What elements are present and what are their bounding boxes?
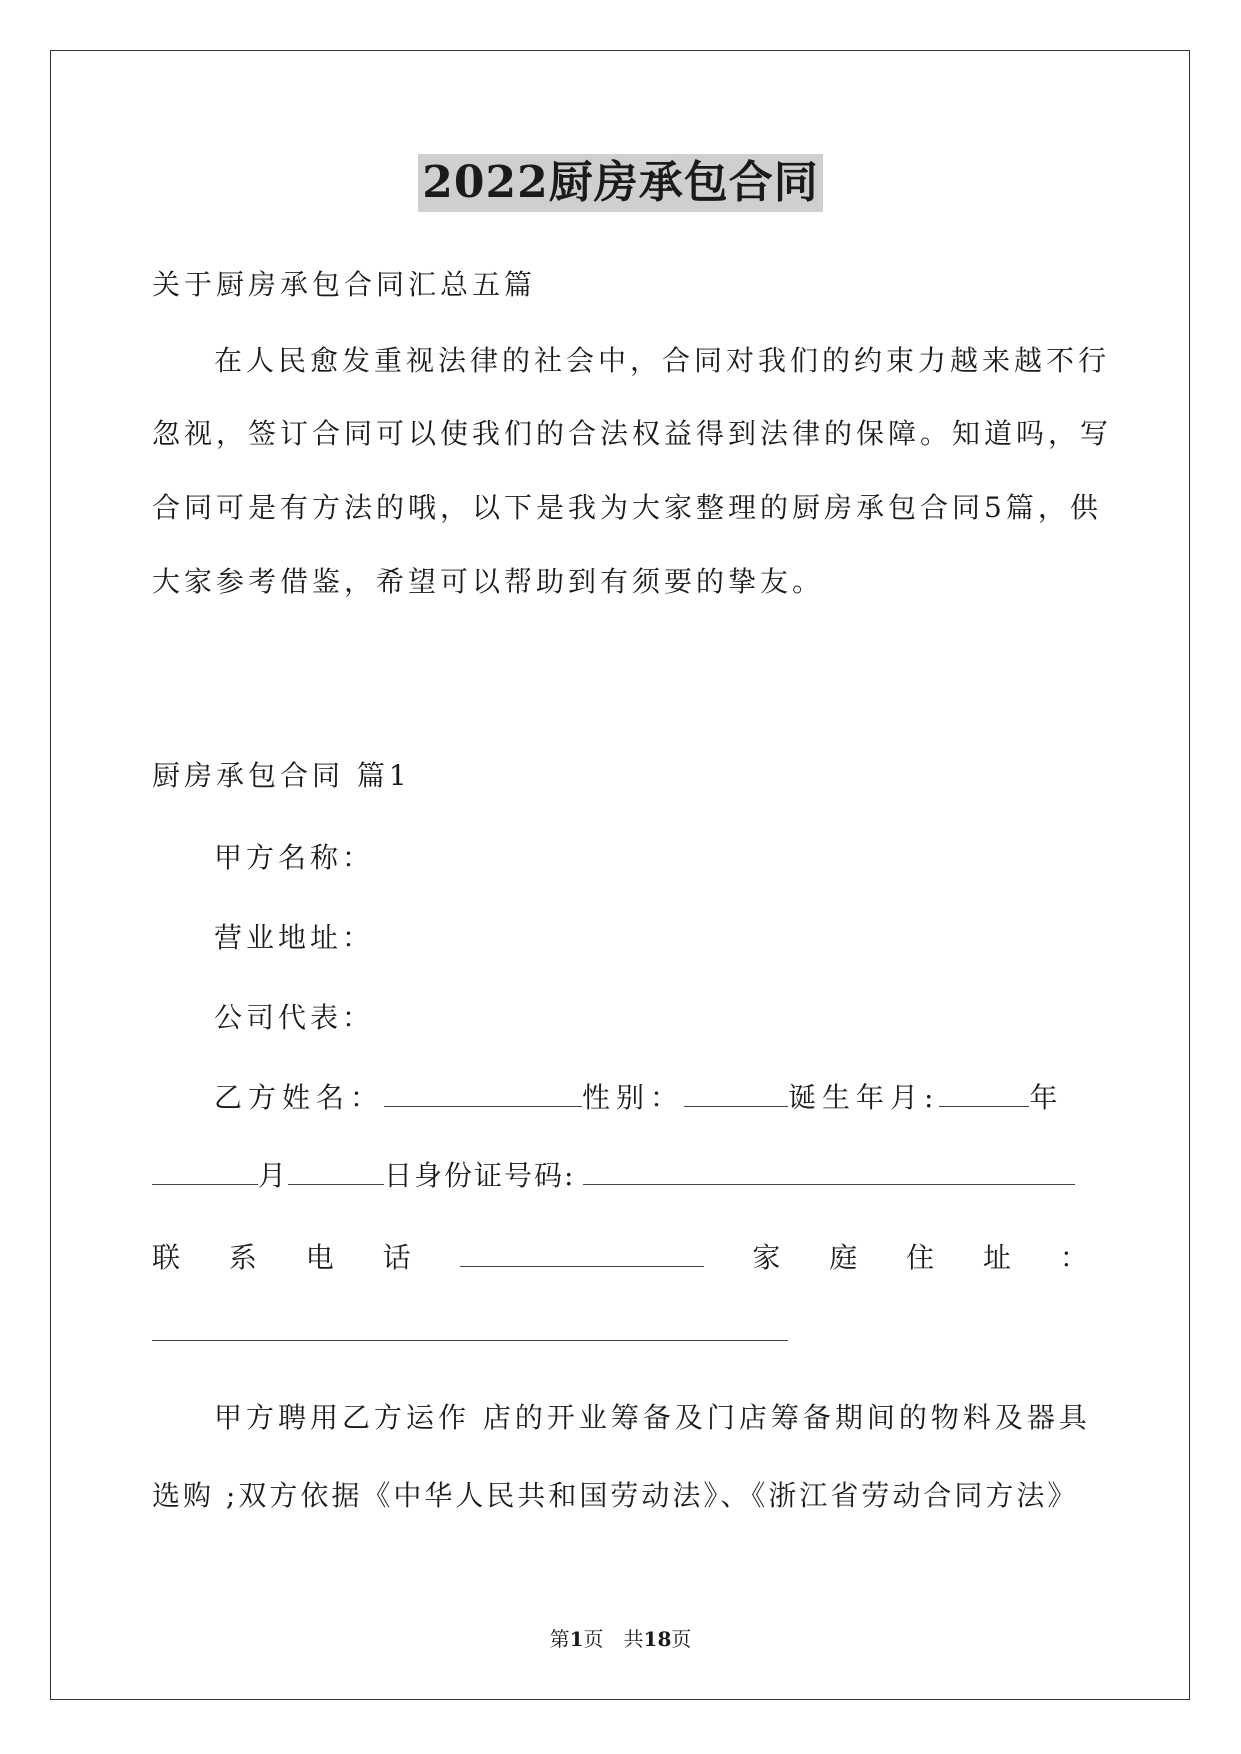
intro-line-4: 大家参考借鉴，希望可以帮助到有须要的挚友。 [152,565,825,598]
party-b-month-label: 月 [258,1159,289,1192]
footer-page-number: 1 [569,1627,584,1651]
home-char-2: 庭 [829,1241,858,1274]
document-subtitle: 关于厨房承包合同汇总五篇 [152,268,537,301]
footer-total-unit: 页 [671,1627,692,1651]
phone-char-4: 话 [382,1241,411,1274]
party-b-birth-label: 诞生年月: [788,1081,940,1114]
party-b-birth-day-blank[interactable] [288,1158,384,1185]
party-b-name-blank[interactable] [384,1080,582,1107]
party-b-year-label: 年 [1029,1081,1064,1114]
home-char-4: 址 [982,1241,1011,1274]
party-b-row-3 [152,1238,1088,1278]
intro-line-1: 在人民愈发重视法律的社会中，合同对我们的约束力越来越不行 [214,344,1111,377]
intro-line-3: 合同可是有方法的哦，以下是我为大家整理的厨房承包合同5篇，供 [152,491,1102,524]
home-char-3: 住 [906,1241,935,1274]
phone-char-2: 系 [228,1241,257,1274]
party-b-gender-label: 性别： [582,1081,685,1114]
party-b-name-label: 乙方姓名： [214,1081,385,1114]
intro-line-2: 忽视，签订合同可以使我们的合法权益得到法律的保障。知道吗，写 [152,417,1113,450]
page-footer [0,1626,1241,1652]
section-heading: 厨房承包合同 篇1 [152,759,411,792]
phone-char-3: 电 [305,1241,334,1274]
party-b-address-blank[interactable] [152,1314,788,1341]
party-b-id-blank[interactable] [583,1158,1075,1185]
party-b-day-id-label: 日身份证号码: [384,1159,576,1192]
phone-char-1: 联 [152,1241,181,1274]
party-b-phone-blank[interactable] [460,1240,704,1267]
party-a-name-label: 甲方名称： [214,841,375,874]
party-b-birth-month-blank[interactable] [152,1158,258,1185]
body-line-2: 选购 ;双方依据《中华人民共和国劳动法》、《浙江省劳动合同方法》 [152,1479,1079,1512]
party-b-row-4 [152,1312,788,1352]
footer-prefix: 第 [549,1627,570,1651]
party-a-address-label: 营业地址： [214,921,375,954]
party-b-row-2 [152,1156,1075,1196]
document-title: 2022厨房承包合同 [418,154,822,212]
home-char-1: 家 [752,1241,781,1274]
footer-total-prefix: 共 [623,1627,644,1651]
footer-page-unit: 页 [583,1627,604,1651]
party-b-birth-year-blank[interactable] [939,1080,1029,1107]
home-colon: ： [1059,1241,1088,1274]
party-b-gender-blank[interactable] [684,1080,788,1107]
title-container [0,154,1241,212]
footer-total-pages: 18 [643,1627,672,1651]
body-line-1: 甲方聘用乙方运作 店的开业筹备及门店筹备期间的物料及器具 [214,1401,1091,1434]
party-a-rep-label: 公司代表： [214,1001,375,1034]
party-b-row-1 [214,1078,1063,1118]
